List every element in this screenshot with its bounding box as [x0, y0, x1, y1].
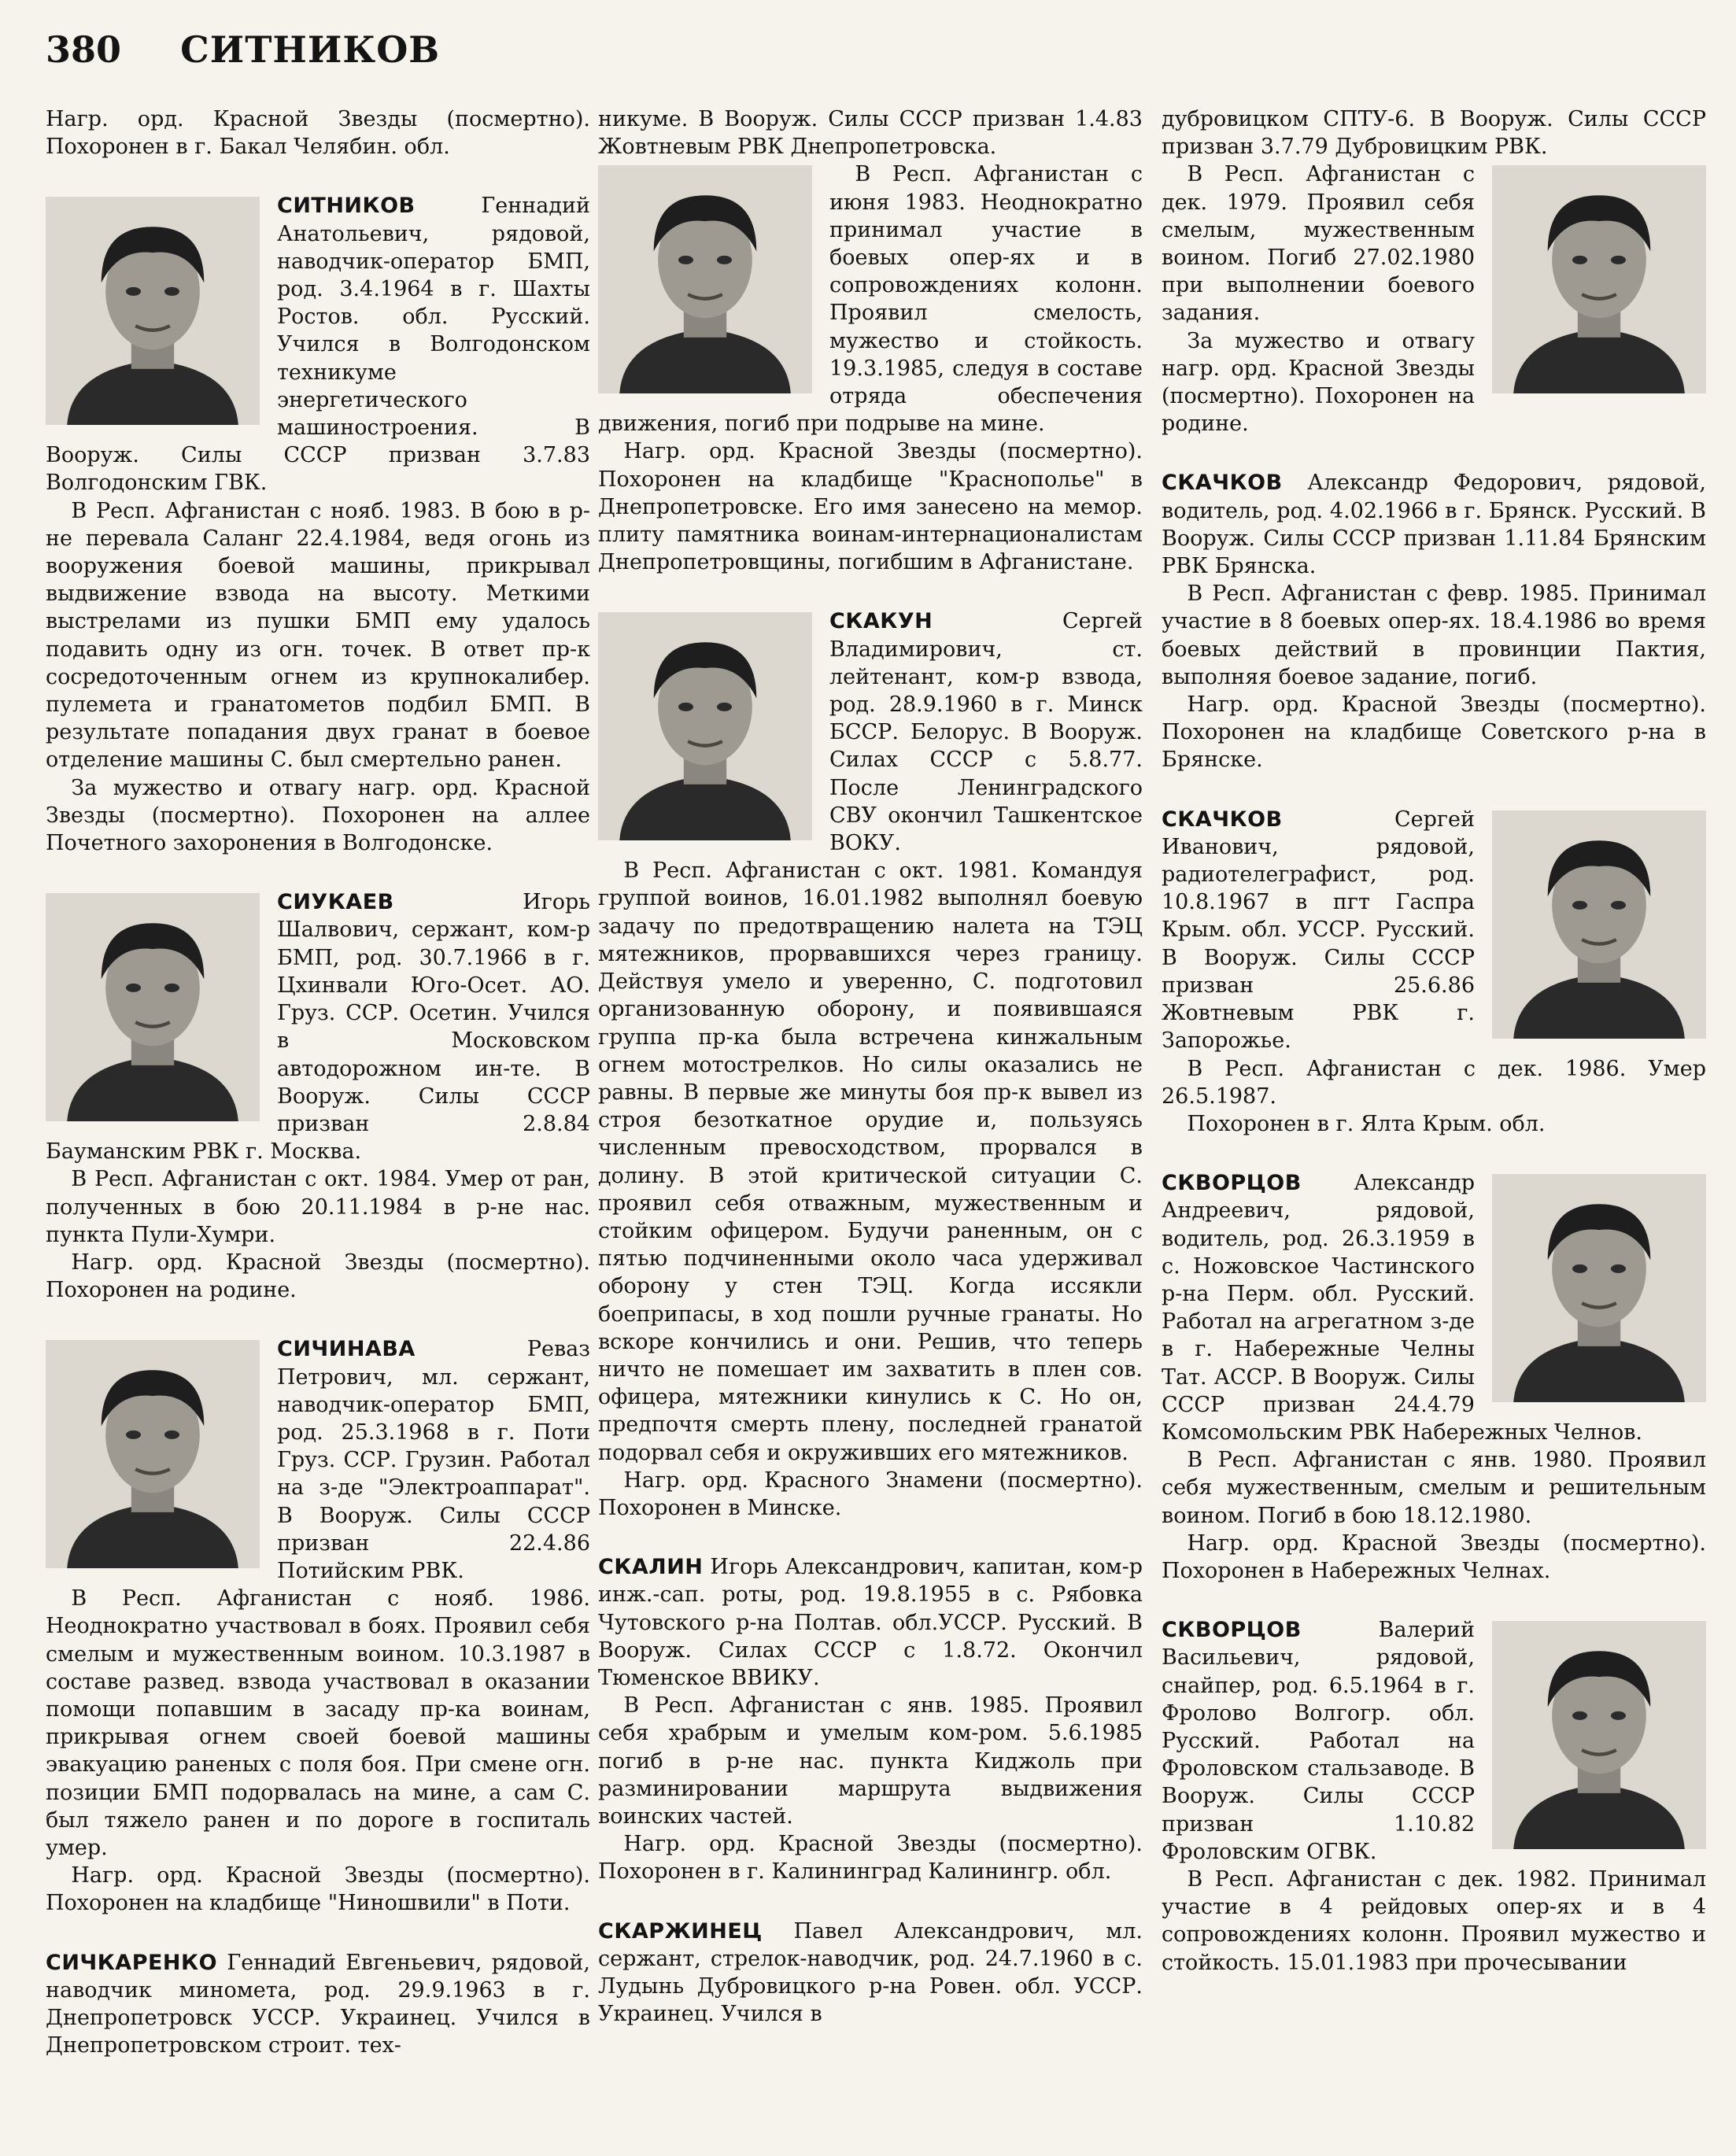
entry-surname: СКАЧКОВ	[1162, 471, 1283, 496]
paragraph-text: Нагр. орд. Красной Звезды (посмертно). Похоронен в г. Калининград Калинингр. обл.	[598, 1832, 1143, 1885]
entry-paragraph	[46, 105, 590, 161]
biography-entry	[46, 888, 590, 1304]
entry-paragraph	[1162, 580, 1706, 691]
biography-entry	[46, 105, 590, 161]
entry-surname: СИЧИНАВА	[277, 1337, 416, 1362]
text-column-1	[46, 105, 590, 2091]
paragraph-text: В Респ. Афганистан с дек. 1986. Умер 26.5.1987.	[1162, 1056, 1706, 1109]
running-head: СИТНИКОВ	[180, 28, 441, 71]
entry-surname: СИЧКАРЕНКО	[46, 1950, 218, 1975]
entry-paragraph	[46, 1585, 590, 1862]
portrait-skachkov-sergey	[1492, 810, 1706, 1039]
paragraph-text: Игорь Александрович, капитан, ком-р инж.-сап. роты, род. 19.8.1955 в с. Рябовка Чутовского р-на Полтав. обл.УССР. Русский. В Вооруж. Силах СССР с 1.8.72. Окончил Тюменское ВВИКУ.	[598, 1555, 1143, 1690]
biography-entry	[1162, 1616, 1706, 1977]
entry-paragraph	[1162, 469, 1706, 580]
biography-entry	[1162, 469, 1706, 773]
paragraph-text: Нагр. орд. Красного Знамени (посмертно). Похоронен в Минске.	[598, 1467, 1143, 1520]
paragraph-text: Александр Федорович, рядовой, водитель, род. 4.02.1966 в г. Брянск. Русский. В Вооруж. Силы СССР призван 1.11.84 Брянским РВК Брянска.	[1162, 471, 1706, 579]
paragraph-text: В Респ. Афганистан с июня 1983. Неоднократно принимал участие в боевых опер-ях и в сопровождениях колонн. Проявил смелость, мужество и стойкость. 19.3.1985, следуя в составе отряда обеспечения движения, погиб при подрыве на мине.	[598, 162, 1143, 437]
entry-paragraph	[598, 105, 1143, 161]
portrait-sitnikov-gennadiy	[46, 197, 260, 425]
page-header	[46, 28, 440, 83]
biography-entry	[46, 1949, 590, 2060]
portrait-skvortsov-valeriy	[1492, 1621, 1706, 1849]
entry-paragraph	[1162, 105, 1706, 161]
biography-entry	[1162, 1169, 1706, 1585]
entry-paragraph	[46, 1165, 590, 1249]
biography-entry	[1162, 806, 1706, 1138]
entry-paragraph	[46, 1949, 590, 2060]
entry-paragraph	[598, 857, 1143, 1466]
portrait-photo	[1492, 810, 1706, 1039]
paragraph-text: Похоронен в г. Ялта Крым. обл.	[1187, 1111, 1546, 1136]
paragraph-text: Нагр. орд. Красной Звезды (посмертно). Похоронен в г. Бакал Челябин. обл.	[46, 107, 590, 160]
biography-entry	[598, 105, 1143, 576]
paragraph-text: В Респ. Афганистан с янв. 1985. Проявил себя храбрым и умелым ком-ром. 5.6.1985 погиб в р-не нас. пункта Киджоль при разминировании маршрута выдвижения воинских частей.	[598, 1693, 1143, 1829]
portrait-sichinava-revaz	[46, 1340, 260, 1568]
paragraph-text: Александр Андреевич, рядовой, водитель, род. 26.3.1959 в с. Ножовское Частинского р-на Перм. обл. Русский. Работал на агрегатном з-де в г. Набережные Челны Тат. АССР. В Вооруж. Силы СССР призван 24.4.79 Комсомольским РВК Набережных Челнов.	[1162, 1171, 1643, 1445]
entry-paragraph	[1162, 1866, 1706, 1977]
portrait-skarzhinets-pavel	[1492, 165, 1706, 393]
paragraph-text: Сергей Владимирович, ст. лейтенант, ком-р взвода, род. 28.9.1960 в г. Минск БССР. Белорус. В Вооруж. Силах СССР с 5.8.77. После Ленинградского СВУ окончил Ташкентское ВОКУ.	[829, 609, 1143, 856]
portrait-sichkarenko-gennadiy	[598, 165, 812, 393]
paragraph-text: В Респ. Афганистан с февр. 1985. Принимал участие в 8 боевых опер-ях. 18.4.1986 во время боевых действий в провинции Пактия, выполняя боевое задание, погиб.	[1162, 581, 1706, 689]
entry-paragraph	[598, 1467, 1143, 1522]
portrait-photo	[46, 893, 260, 1121]
entry-surname: СИТНИКОВ	[277, 194, 416, 219]
entry-paragraph	[1162, 1446, 1706, 1530]
biography-entry	[598, 607, 1143, 1522]
paragraph-text: Сергей Иванович, рядовой, радиотелеграфист, род. 10.8.1967 в пгт Гаспра Крым. обл. УССР. Русский. В Вооруж. Силы СССР призван 25.6.86 Жовтневым РВК г. Запорожье.	[1162, 807, 1475, 1054]
portrait-photo	[598, 612, 812, 840]
entry-surname: СКВОРЦОВ	[1162, 1171, 1302, 1196]
paragraph-text: В Респ. Афганистан с нояб. 1983. В бою в р-не перевала Саланг 22.4.1984, ведя огонь из вооружения боевой машины, прикрывал выдвижение взвода на высоту. Меткими выстрелами из пушки БМП ему удалось подавить одну из огн. точек. В ответ пр-к сосредоточенным огнем из крупнокалибер. пулемета и гранатометов подбил БМП. В результате попадания двух гранат в боевое отделение машины С. был смертельно ранен.	[46, 498, 590, 773]
paragraph-text: никуме. В Вооруж. Силы СССР призван 1.4.83 Жовтневым РВК Днепропетровска.	[598, 107, 1143, 160]
portrait-photo	[1492, 165, 1706, 393]
paragraph-text: В Респ. Афганистан с дек. 1979. Проявил себя смелым, мужественным воином. Погиб 27.02.1980 при выполнении боевого задания.	[1162, 162, 1475, 326]
entry-surname: СКАРЖИНЕЦ	[598, 1918, 763, 1944]
biography-entry	[46, 192, 590, 857]
portrait-photo	[1492, 1621, 1706, 1849]
entry-paragraph	[598, 1692, 1143, 1830]
entry-paragraph	[46, 774, 590, 858]
entry-paragraph	[1162, 1055, 1706, 1110]
biography-entry	[1162, 105, 1706, 437]
biography-entry	[46, 1335, 590, 1917]
entry-surname: СКВОРЦОВ	[1162, 1618, 1302, 1643]
paragraph-text: Геннадий Евгеньевич, рядовой, наводчик миномета, род. 29.9.1963 в г. Днепропетровск УССР. Украинец. Учился в Днепропетровском строит. тех-	[46, 1950, 590, 2058]
paragraph-text: Нагр. орд. Красной Звезды (посмертно). Похоронен на кладбище Советского р-на в Брянске.	[1162, 692, 1706, 773]
paragraph-text: За мужество и отвагу нагр. орд. Красной Звезды (посмертно). Похоронен на аллее Почетного захоронения в Волгодонске.	[46, 775, 590, 856]
entry-paragraph	[1162, 1530, 1706, 1585]
entry-paragraph	[46, 1249, 590, 1304]
page-number: 380	[46, 28, 122, 71]
portrait-photo	[1492, 1174, 1706, 1402]
paragraph-text: Павел Александрович, мл. сержант, стрелок-наводчик, род. 24.7.1960 в с. Лудынь Дубровицкого р-на Ровен. обл. УССР. Украинец. Учился в	[598, 1918, 1143, 2027]
paragraph-text: Игорь Шалвович, сержант, ком-р БМП, род. 30.7.1966 в г. Цхинвали Юго-Осет. АО. Груз. ССР. Осетин. Учился в Московском автодорожном ин-те. В Вооруж. Силы СССР призван 2.8.84 Бауманским РВК г. Москва.	[46, 890, 590, 1165]
entry-surname: СКАКУН	[829, 609, 933, 634]
portrait-photo	[46, 197, 260, 425]
entry-paragraph	[46, 1862, 590, 1917]
paragraph-text: Валерий Васильевич, рядовой, снайпер, род. 6.5.1964 в г. Фролово Волгогр. обл. Русский. Работал на Фроловском стальзаводе. В Вооруж. Силы СССР призван 1.10.82 Фроловским ОГВК.	[1162, 1618, 1475, 1864]
entry-paragraph	[46, 497, 590, 774]
entry-surname: СКАЛИН	[598, 1555, 704, 1580]
paragraph-text: дубровицком СПТУ-6. В Вооруж. Силы СССР призван 3.7.79 Дубровицким РВК.	[1162, 107, 1706, 160]
entry-paragraph	[598, 1918, 1143, 2029]
entry-paragraph	[1162, 691, 1706, 774]
paragraph-text: В Респ. Афганистан с окт. 1984. Умер от ран, полученных в бою 20.11.1984 в р-не нас. пункта Пули-Хумри.	[46, 1167, 590, 1247]
entry-paragraph	[598, 1553, 1143, 1692]
paragraph-text: В Респ. Афганистан с дек. 1982. Принимал участие в 4 рейдовых опер-ях и в 4 сопровождениях колонн. Проявил мужество и стойкость. 15.01.1983 при прочесывании	[1162, 1866, 1706, 1975]
paragraph-text: В Респ. Афганистан с нояб. 1986. Неоднократно участвовал в боях. Проявил себя смелым и мужественным воином. 10.3.1987 в составе развед. взвода участвовал в оказании помощи попавшим в засаду пр-ка воинам, прикрывая огнем своей боевой машины эвакуацию раненых с поля боя. При смене огн. позиции БМП подорвалась на мине, а сам С. был тяжело ранен и по дороге в госпиталь умер.	[46, 1586, 590, 1860]
portrait-skvortsov-aleksandr	[1492, 1174, 1706, 1402]
entry-paragraph	[598, 1830, 1143, 1885]
portrait-skakun-sergey	[598, 612, 812, 840]
text-column-2	[598, 105, 1143, 2059]
biography-entry	[598, 1918, 1143, 2029]
paragraph-text: В Респ. Афганистан с окт. 1981. Командуя группой воинов, 16.01.1982 выполнял боевую задачу по предотвращению налета на ТЭЦ мятежников, прорвавшихся через границу. Действуя умело и уверенно, С. подготовил организованную оборону, и появившаяся группа пр-ка была встречена кинжальным огнем мотострелков. Но силы оказались не равны. В первые же минуты боя пр-к вывел из строя безоткатное орудие и, пользуясь численным превосходством, прорвался в долину. В этой критической ситуации С. проявил себя отважным, мужественным и стойким офицером. Будучи раненным, он с пятью подчиненными около часа удерживал оборону у стен ТЭЦ. Когда иссякли боеприпасы, в ход пошли ручные гранаты. Но вскоре кончились и они. Решив, что теперь ничто не помешает им захватить в плен сов. офицера, мятежники кинулись к С. Но он, предпочтя смерть плену, последней гранатой подорвал себя и окруживших его мятежников.	[598, 858, 1143, 1465]
entry-surname: СКАЧКОВ	[1162, 807, 1283, 832]
entry-surname: СИУКАЕВ	[277, 890, 394, 915]
paragraph-text: Реваз Петрович, мл. сержант, наводчик-оператор БМП, род. 25.3.1968 в г. Поти Груз. ССР. Грузин. Работал на з-де "Электроаппарат". В Вооруж. Силы СССР призван 22.4.86 Потийским РВК.	[277, 1337, 590, 1583]
paragraph-text: Нагр. орд. Красной Звезды (посмертно). Похоронен на кладбище "Ниношвили" в Поти.	[46, 1863, 590, 1916]
portrait-photo	[46, 1340, 260, 1568]
paragraph-text: Нагр. орд. Красной Звезды (посмертно). Похоронен в Набережных Челнах.	[1162, 1530, 1706, 1583]
entry-paragraph	[598, 437, 1143, 576]
paragraph-text: В Респ. Афганистан с янв. 1980. Проявил себя мужественным, смелым и решительным воином. Погиб в бою 18.12.1980.	[1162, 1448, 1706, 1528]
entry-paragraph	[1162, 1110, 1706, 1138]
text-column-3	[1162, 105, 1706, 2008]
biography-entry	[598, 1553, 1143, 1885]
paragraph-text: Нагр. орд. Красной Звезды (посмертно). Похоронен на кладбище "Краснополье" в Днепропетровске. Его имя занесено на мемор. плиту памятника воинам-интернационалистам Днепропетровщины, погибшим в Афганистане.	[598, 439, 1143, 575]
paragraph-text: Геннадий Анатольевич, рядовой, наводчик-оператор БМП, род. 3.4.1964 в г. Шахты Ростов. обл. Русский. Учился в Волгодонском техникуме энергетического машиностроения. В Вооруж. Силы СССР призван 3.7.83 Волгодонским ГВК.	[46, 194, 590, 496]
paragraph-text: Нагр. орд. Красной Звезды (посмертно). Похоронен на родине.	[46, 1250, 590, 1303]
paragraph-text: За мужество и отвагу нагр. орд. Красной Звезды (посмертно). Похоронен на родине.	[1162, 328, 1475, 437]
portrait-siukaev-igor	[46, 893, 260, 1121]
portrait-photo	[598, 165, 812, 393]
